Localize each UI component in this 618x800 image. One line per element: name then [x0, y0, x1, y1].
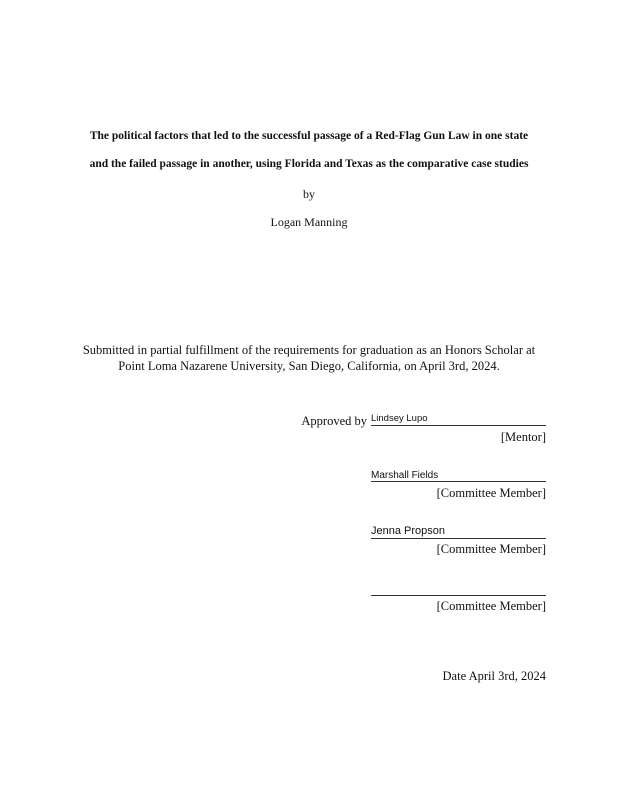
signature-name: Lindsey Lupo	[371, 413, 428, 424]
role-label: [Committee Member]	[436, 486, 546, 500]
by-label: by	[303, 187, 315, 201]
signature-block-committee-2	[0, 525, 618, 541]
signature-name: Marshall Fields	[371, 470, 439, 481]
signature-block-committee-3	[0, 582, 618, 598]
signature-line	[371, 582, 546, 596]
submission-line-1: Submitted in partial fulfillment of the requirements for graduation as an Honors Scholar at	[82, 343, 536, 357]
approved-by-label: Approved by	[301, 414, 367, 428]
title-line-1: The political factors that led to the successful passage of a Red-Flag Gun Law in one state	[89, 130, 529, 142]
role-label: [Committee Member]	[436, 542, 546, 556]
role-label: [Mentor]	[500, 430, 546, 444]
signature-block-mentor	[0, 412, 618, 428]
date-line: Date April 3rd, 2024	[442, 669, 546, 683]
signature-block-committee-1	[0, 468, 618, 484]
title-line-2: and the failed passage in another, using Florida and Texas as the comparative case studies	[89, 158, 529, 170]
signature-name: Jenna Propson	[371, 525, 445, 537]
submission-line-2: Point Loma Nazarene University, San Diego, California, on April 3rd, 2024.	[118, 359, 500, 373]
role-label: [Committee Member]	[436, 599, 546, 613]
author-name: Logan Manning	[270, 215, 348, 229]
